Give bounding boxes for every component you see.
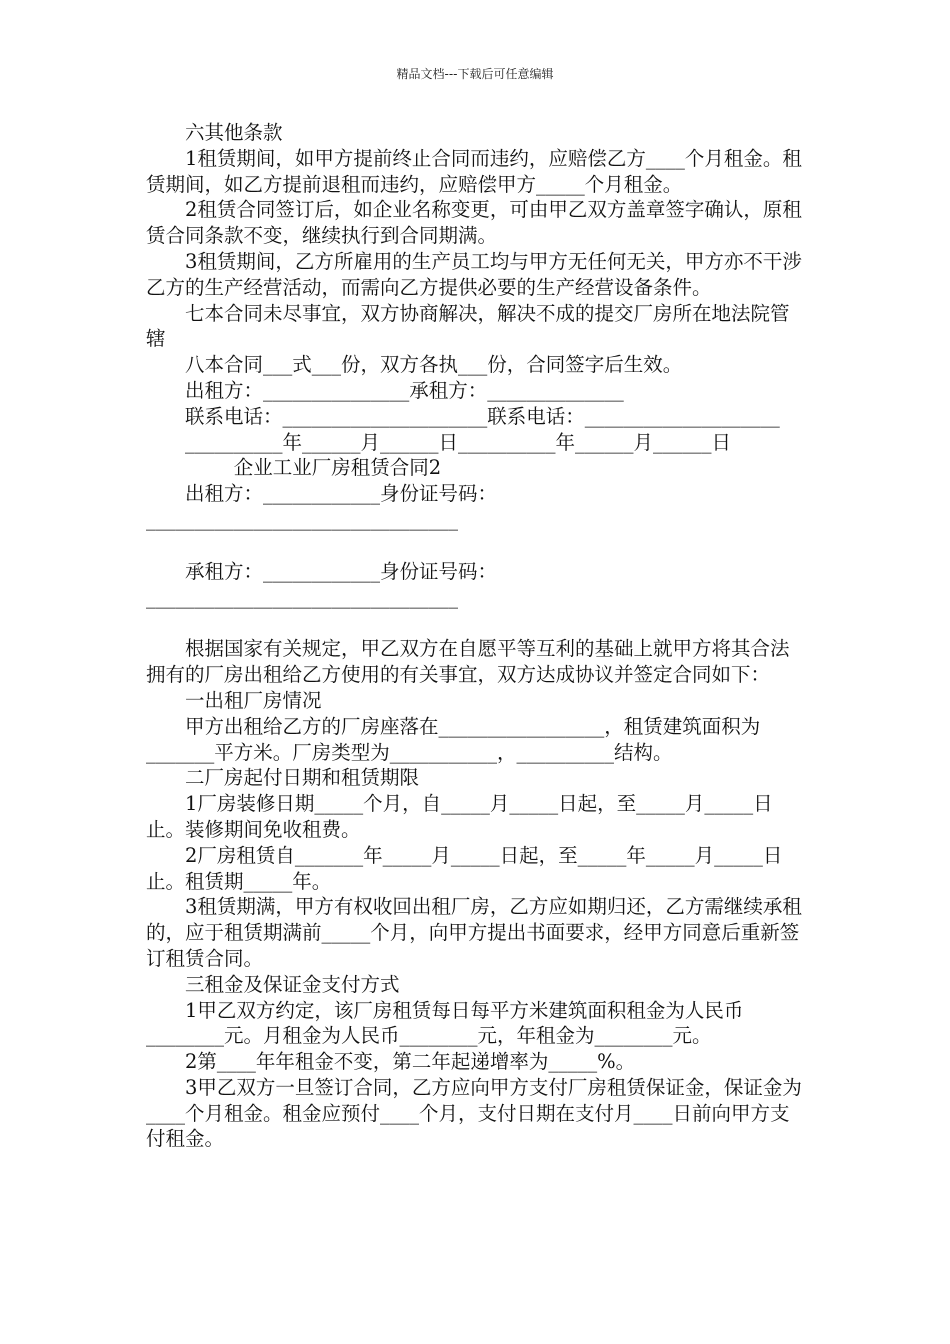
phone-line: 联系电话：_____________________联系电话：____________________ <box>185 404 780 428</box>
paragraph: 3租赁期满，甲方有权收回出租厂房，乙方应如期归还，乙方需继续承租的，应于租赁期满前_____个月，向甲方提出书面要求，经甲方同意后重新签订租赁合同。 <box>146 895 802 970</box>
contract-title: 企业工业厂房租赁合同2 <box>233 456 442 480</box>
paragraph: 七本合同未尽事宜，双方协商解决，解决不成的提交厂房所在地法院管辖 <box>146 301 790 351</box>
paragraph: 根据国家有关规定，甲乙双方在自愿平等互利的基础上就甲方将其合法拥有的厂房出租给乙方使用的有关事宜，双方达成协议并签定合同如下： <box>146 637 790 687</box>
paragraph: 1厂房装修日期_____个月，自_____月_____日起，至_____月_____日止。装修期间免收租费。 <box>146 792 773 841</box>
paragraph: 2第____年年租金不变，第二年起递增率为_____%。 <box>185 1050 636 1074</box>
paragraph: 2厂房租赁自_______年_____月_____日起，至_____年_____月_____日止。租赁期_____年。 <box>146 843 783 893</box>
section-heading: 六其他条款 <box>185 121 283 144</box>
paragraph: 1租赁期间，如甲方提前终止合同而违约，应赔偿乙方____个月租金。租赁期间，如乙方提前退租而违约，应赔偿甲方_____个月租金。 <box>146 146 802 196</box>
lessee-line: 承租方：____________身份证号码：________________________________ <box>146 559 498 609</box>
paragraph: 八本合同___式___份，双方各执___份，合同签字后生效。 <box>185 353 683 377</box>
paragraph: 3甲乙双方一旦签订合同，乙方应向甲方支付厂房租赁保证金，保证金为____个月租金。租金应预付____个月，支付日期在支付月____日前向甲方支付租金。 <box>146 1075 802 1151</box>
document-body <box>146 120 808 1152</box>
paragraph: 2租赁合同签订后，如企业名称变更，可由甲乙双方盖章签字确认，原租赁合同条款不变，继续执行到合同期满。 <box>146 198 802 248</box>
section-heading: 一出租厂房情况 <box>185 688 322 712</box>
paragraph: 1甲乙双方约定，该厂房租赁每日每平方米建筑面积租金为人民币________元。月租金为人民币________元，年租金为________元。 <box>146 998 744 1048</box>
section-heading: 二厂房起付日期和租赁期限 <box>185 766 420 790</box>
signature-line: 出租方：_______________承租方：______________ <box>185 378 624 402</box>
lessor-line: 出租方：____________身份证号码：________________________________ <box>146 482 498 531</box>
paragraph: 甲方出租给乙方的厂房座落在_________________，租赁建筑面积为_______平方米。厂房类型为___________，__________结构。 <box>146 714 761 764</box>
paragraph: 3租赁期间，乙方所雇用的生产员工均与甲方无任何无关，甲方亦不干涉乙方的生产经营活动，而需向乙方提供必要的生产经营设备条件。 <box>146 249 802 299</box>
page-header: 精品文档---下载后可任意编辑 <box>396 67 554 81</box>
section-heading: 三租金及保证金支付方式 <box>185 972 400 996</box>
date-line: __________年______月______日__________年______月______日 <box>185 430 732 454</box>
